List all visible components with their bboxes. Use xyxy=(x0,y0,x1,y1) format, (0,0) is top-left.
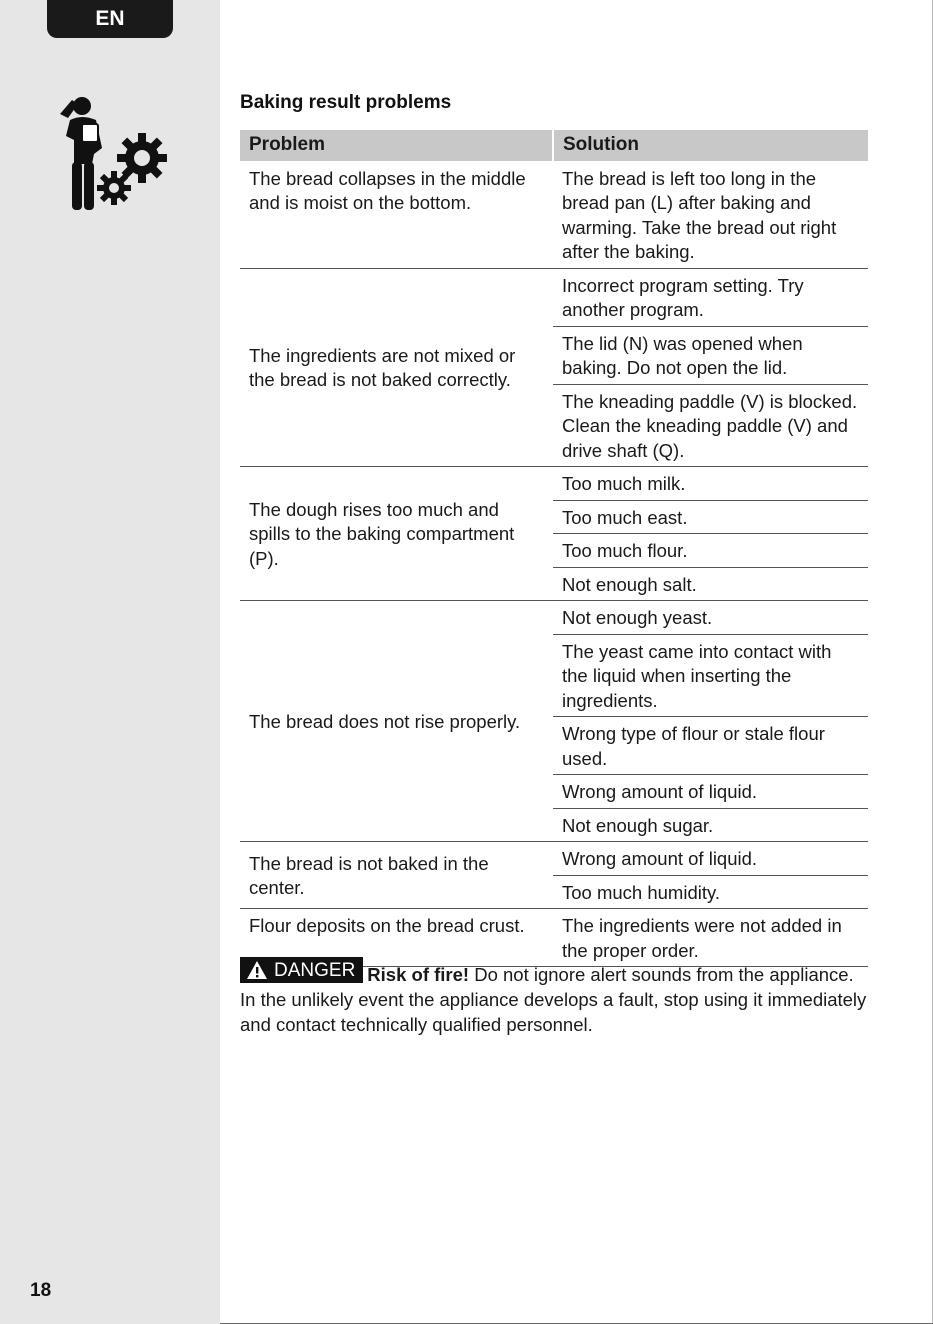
solution-cell: Too much humidity. xyxy=(553,875,868,909)
problem-cell: The bread collapses in the middle and is moist on the bottom. xyxy=(240,161,553,269)
problem-cell: Flour deposits on the bread crust. xyxy=(240,909,553,967)
solution-cell: Not enough salt. xyxy=(553,567,868,601)
table-row xyxy=(240,467,868,501)
solution-column-header: Solution xyxy=(553,130,868,161)
danger-badge-label: DANGER xyxy=(274,959,356,981)
danger-text: Do not ignore alert sounds from the appliance. In the unlikely event the appliance develops a fault, stop using it immediately and contact technically qualified personnel. xyxy=(240,964,867,1035)
solution-cell: Incorrect program setting. Try another program. xyxy=(553,268,868,326)
solution-cell: The yeast came into contact with the liquid when inserting the ingredients. xyxy=(553,634,868,717)
language-tab: EN xyxy=(47,0,173,38)
solution-cell: Too much milk. xyxy=(553,467,868,501)
danger-badge xyxy=(240,957,363,983)
warning-triangle-icon xyxy=(246,960,268,980)
sidebar xyxy=(0,0,220,1324)
solution-cell: The ingredients were not added in the proper order. xyxy=(553,909,868,967)
solution-cell: Wrong amount of liquid. xyxy=(553,775,868,809)
page-number: 18 xyxy=(30,1280,52,1301)
danger-notice xyxy=(240,957,870,1037)
solution-cell: Wrong type of flour or stale flour used. xyxy=(553,717,868,775)
solution-cell: The kneading paddle (V) is blocked. Clean the kneading paddle (V) and drive shaft (Q). xyxy=(553,384,868,467)
solution-cell: Not enough yeast. xyxy=(553,601,868,635)
problem-cell: The ingredients are not mixed or the bread is not baked correctly. xyxy=(240,268,553,467)
troubleshooting-table xyxy=(240,130,868,967)
solution-cell: Too much flour. xyxy=(553,534,868,568)
section-title: Baking result problems xyxy=(240,92,452,113)
table-row xyxy=(240,161,868,269)
danger-heading: Risk of fire! xyxy=(367,964,470,985)
table-header-row xyxy=(240,130,868,161)
table-row xyxy=(240,842,868,876)
solution-cell: The bread is left too long in the bread pan (L) after baking and warming. Take the bread out right after the baking. xyxy=(553,161,868,269)
problem-cell: The bread does not rise properly. xyxy=(240,601,553,842)
solution-cell: The lid (N) was opened when baking. Do not open the lid. xyxy=(553,326,868,384)
solution-cell: Wrong amount of liquid. xyxy=(553,842,868,876)
table-body xyxy=(240,161,868,967)
solution-cell: Not enough sugar. xyxy=(553,808,868,842)
problem-cell: The dough rises too much and spills to the baking compartment (P). xyxy=(240,467,553,601)
troubleshooting-person-gears-icon xyxy=(52,92,172,216)
problem-column-header: Problem xyxy=(240,130,553,161)
table-row xyxy=(240,268,868,326)
problem-cell: The bread is not baked in the center. xyxy=(240,842,553,909)
table-row xyxy=(240,601,868,635)
solution-cell: Too much east. xyxy=(553,500,868,534)
